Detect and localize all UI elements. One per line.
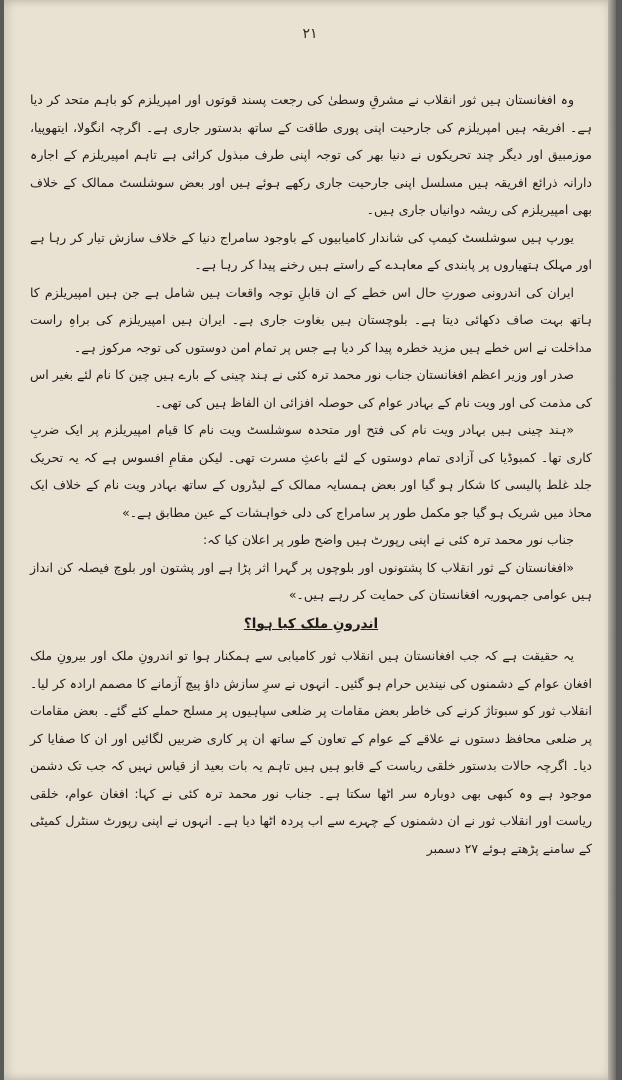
- page-number: ۲۱: [302, 26, 318, 42]
- paragraph-iran: ایران کی اندرونی صورتِ حال اس خطے کے ان قابلِ توجہ واقعات ہیں شامل ہے جن ہیں امپیریلزم کا ہاتھ بہت صاف دکھائی دیتا ہے۔ بلوچستان ہیں بغاوت جاری ہے۔ ایران ہیں امپیریلزم کی براہِ راست مداخلت نے اس خطے ہیں مزید خطرہ پیدا کر دیا ہے جس پر تمام امن دوستوں کی توجہ مرکوز ہے۔: [30, 284, 592, 355]
- page-spine-shadow: [608, 0, 616, 1080]
- paragraph-internal-situation: یہ حقیقت ہے کہ جب افغانستان ہیں انقلاب ثور کامیابی سے ہمکنار ہوا تو اندرونِ ملک اور بیرونِ ملک افغان عوام کے دشمنوں کی نیندیں حرام ہو گئیں۔ انہوں نے سرِ سازش داؤ پیچ آزمانے کا مصمم ارادہ کر لیا۔ انقلاب ثور کو سبوتاژ کرنے کی خاطر بعض مقامات پر ضلعی سپاہیوں پر مسلح حملے کئے گئے۔ بعض مقامات پر ضلعی محافظ دستوں نے علاقے کے عوام کے تعاون کے ساتھ ان پر کاری ضربیں لگائیں اور ان کا صفایا کر دیا۔ اگرچہ حالات بدستور خلقی ریاست کے قابو ہیں ہیں تاہم یہ بات بعید از قیاس نہیں کہ جب تک دشمن موجود ہے وہ کبھی بھی دوبارہ سر اٹھا سکتا ہے۔ جناب نور محمد ترہ کئی نے کہا: افغان عوام، خلقی ریاست اور انقلاب ثور نے ان دشمنوں کے چہرے سے اب پردہ اٹھا دیا ہے۔ انہوں نے اپنی رپورٹ سنٹرل کمیٹی کے سامنے پڑھتے ہوئے ۲۷ دسمبر: [30, 648, 592, 856]
- book-page: [4, 0, 616, 1080]
- paragraph-report-announcement: جناب نور محمد ترہ کئی نے اپنی رپورٹ ہیں واضح طور پر اعلان کیا کہ:: [202, 532, 574, 547]
- quote-saur-revolution: «افغانستان کے ثور انقلاب کا پشتونوں اور بلوچوں پر گہرا اثر پڑا ہے اور پشتون اور بلوچ فیصلہ کن انداز ہیں عوامی جمہوریہ افغانستان کی حمایت کر رہے ہیں۔»: [30, 559, 592, 602]
- paragraph-europe: یورپ ہیں سوشلسٹ کیمپ کی شاندار کامیابیوں کے باوجود سامراج دنیا کے خلاف سازش تیار کر رہا ہے اور مہلک ہتھیاروں پر پابندی کے معاہدے کے راستے ہیں رخنے پیدا کر رہا ہے۔: [30, 229, 592, 272]
- paragraph-president-statement: صدر اور وزیر اعظم افغانستان جناب نور محمد ترہ کئی نے ہند چینی کے بارے ہیں چین کا نام لئے بغیر اس کی مذمت کی اور ویت نام کے بہادر عوام کی حوصلہ افزائی ان الفاظ ہیں کی تھی۔: [30, 367, 592, 410]
- paragraph-imperialism-world: وہ افغانستان ہیں ثور انقلاب نے مشرقِ وسطیٰ کی رجعت پسند قوتوں اور امپریلزم کو باہم متحد کر دیا ہے۔ افریقہ ہیں امپریلزم کی جارحیت اپنی پوری طاقت کے ساتھ بدستور جاری ہے۔ اگرچہ انگولا، ایتھوپیا، موزمبیق اور دیگر چند تحریکوں نے دنیا بھر کی توجہ اپنی طرف مبذول کرائی ہے تاہم امپیریلزم کے اجارہ دارانہ ذرائع افریقہ ہیں مسلسل اپنی جارحیت جاری رکھے ہوئے ہیں اور بعض سوشلسٹ ممالک کے خلاف بھی امپیریلزم کی ریشہ دوانیاں جاری ہیں۔: [30, 92, 592, 217]
- page-body: [30, 86, 592, 862]
- quote-indochina: «ہند چینی ہیں بہادر ویت نام کی فتح اور متحدہ سوشلسٹ ویت نام کا قیام امپیریلزم پر ایک ضربِ کاری تھا۔ کمبوڈیا کی آزادی تمام دوستوں کے لئے باعثِ مسرت تھی۔ لیکن مقامِ افسوس ہے کہ یہ تحریک جلد غلط پالیسی کا شکار ہو گیا اور بعض ہمسایہ ممالک کے لیڈروں کے ساتھ بہادر ویت نام کے خلاف ایک محاذ میں شریک ہو گیا جو مکمل طور پر سامراج کی دلی خواہشات کے عین مطابق ہے۔»: [30, 422, 592, 520]
- section-heading: اندرونِ ملک کیا ہوا؟: [243, 615, 379, 632]
